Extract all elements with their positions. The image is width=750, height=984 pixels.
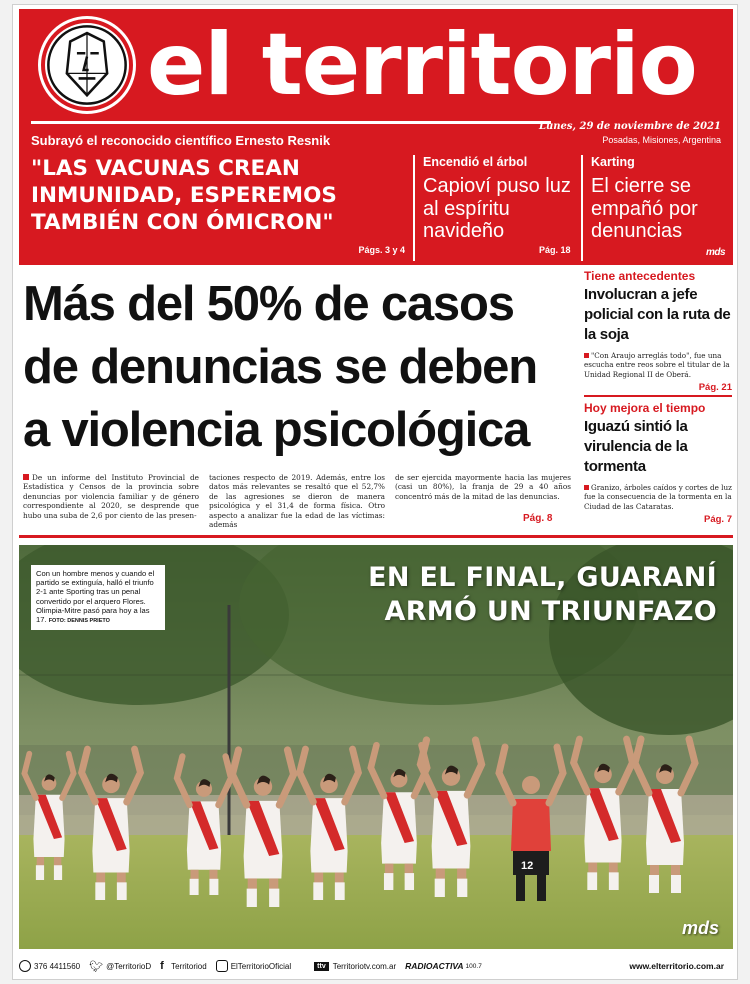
photo-headline[interactable]: EN EL FINAL, GUARANÍ ARMÓ UN TRIUNFAZO [368,562,717,627]
lead-page-ref: Págs. 3 y 4 [358,245,405,255]
photo-credit: FOTO: DENNIS PRIETO [48,618,110,625]
lead-headline[interactable]: "LAS VACUNAS CREAN INMUNIDAD, ESPEREMOS TAMBIÉN CON ÓMICRON" [31,156,337,235]
rail-story-1[interactable] [584,269,732,393]
issue-location: Posadas, Misiones, Argentina [602,135,721,145]
teaser2-kicker: Karting [591,155,635,169]
main-story-text-1: De un informe del Instituto Provincial de Estadística y Censos de la provincia sobre denuncias por violencia familiar y de género correspondiente al 2020, se desprende que hubo una suba de 2,6 por ciento de las presen- [23,473,199,520]
footer-bar [19,955,733,977]
photo-watermark: mds [681,918,719,938]
main-page-ref: Pág. 8 [523,513,553,524]
masthead-rule [31,121,551,124]
rail-divider [584,395,732,397]
rail2-text [584,483,732,511]
rail2-page-ref: Pág. 7 [704,514,732,526]
column-separator [581,155,583,261]
twitter-icon: 🐦︎ [89,960,104,973]
newspaper-front-page [12,4,738,980]
main-story-column-2: taciones respecto de 2019. Además, entre los datos más relevantes se resaltó que el 52,7% de las agresiones se dieron de manera psicológica y el 31,4 de forma física. Otro aspecto a analizar fue la edad de las víctimas: además [209,473,385,530]
footer-facebook[interactable] [160,960,207,972]
whatsapp-icon [19,960,31,972]
rail-story-2[interactable] [584,401,732,525]
footer-twitter[interactable] [89,960,151,973]
whatsapp-number: 376 4411560 [34,961,81,971]
photo-caption [31,565,165,630]
mds-badge: mds [705,247,725,258]
rail1-text [584,351,732,379]
footer-radio[interactable] [405,961,482,971]
instagram-handle: ElTerritorioOficial [230,961,292,971]
rail2-kicker: Hoy mejora el tiempo [584,401,706,415]
dateline [539,121,721,145]
radio-frequency: 100.7 [465,962,482,970]
photo-caption-text: Con un hombre menos y cuando el partido se extinguía, halló el triunfo 2-1 ante Sporting tras un penal convertido por el arquero Flores. Olimpia-Mitre pasó para hoy a las 17. [36,569,155,625]
teaser1-page-ref: Pág. 18 [539,245,571,255]
sports-photo [19,545,733,949]
rail1-summary: "Con Araujo arreglás todo", fue una escucha entre reos sobre el titular de la Unidad Regional II de Oberá. [584,351,730,379]
tv-site: Territoriotv.com.ar [332,961,397,971]
footer-instagram[interactable] [216,960,291,972]
rail2-headline[interactable]: Iguazú sintió la virulencia de la tormenta [584,418,688,475]
facebook-handle: Territoriod [171,961,207,971]
issue-date: Lunes, 29 de noviembre de 2021 [538,121,721,132]
facebook-icon: f [160,960,164,972]
jersey-number: 12 [521,860,534,872]
masthead [19,9,733,265]
bullet-square-icon [23,474,29,480]
rail1-page-ref: Pág. 21 [698,382,732,394]
rail1-kicker: Tiene antecedentes [584,269,696,283]
bullet-square-icon [584,485,589,490]
footer-website[interactable]: www.elterritorio.com.ar [629,961,724,971]
teaser1-headline[interactable]: Capioví puso luz al espíritu navideño [423,175,571,242]
teaser1-kicker: Encendió el árbol [423,155,528,169]
masthead-title: el territorio [147,15,697,115]
main-story-column-1 [23,473,199,533]
teaser2-headline[interactable]: El cierre se empañó por denuncias [591,175,698,242]
rail1-headline[interactable]: Involucran a jefe policial con la ruta de la soja [584,286,731,343]
lead-kicker: Subrayó el reconocido científico Ernesto Resnik [31,133,331,148]
column-separator [413,155,415,261]
rail2-summary: Granizo, árboles caídos y cortes de luz fue la consecuencia de la tormenta en la Ciudad de las Cataratas. [584,483,732,511]
instagram-icon [216,960,228,972]
main-headline[interactable]: Más del 50% de casos de denuncias se deben a violencia psicológica [23,277,537,457]
bullet-square-icon [584,353,589,358]
section-divider [19,535,733,538]
tv-logo: ttv [314,962,329,971]
footer-whatsapp[interactable] [19,960,80,972]
masthead-logo-icon [41,19,133,111]
twitter-handle: @TerritorioD [106,961,152,971]
main-story-column-3: de ser ejercida mayormente hacia las mujeres (casi un 80%), la franja de 29 a 40 años concentró más de la mitad de las denuncias. [395,473,571,501]
footer-tv[interactable] [314,962,396,971]
radio-name: RADIOACTIVA [405,961,464,971]
main-story-body [23,473,571,533]
